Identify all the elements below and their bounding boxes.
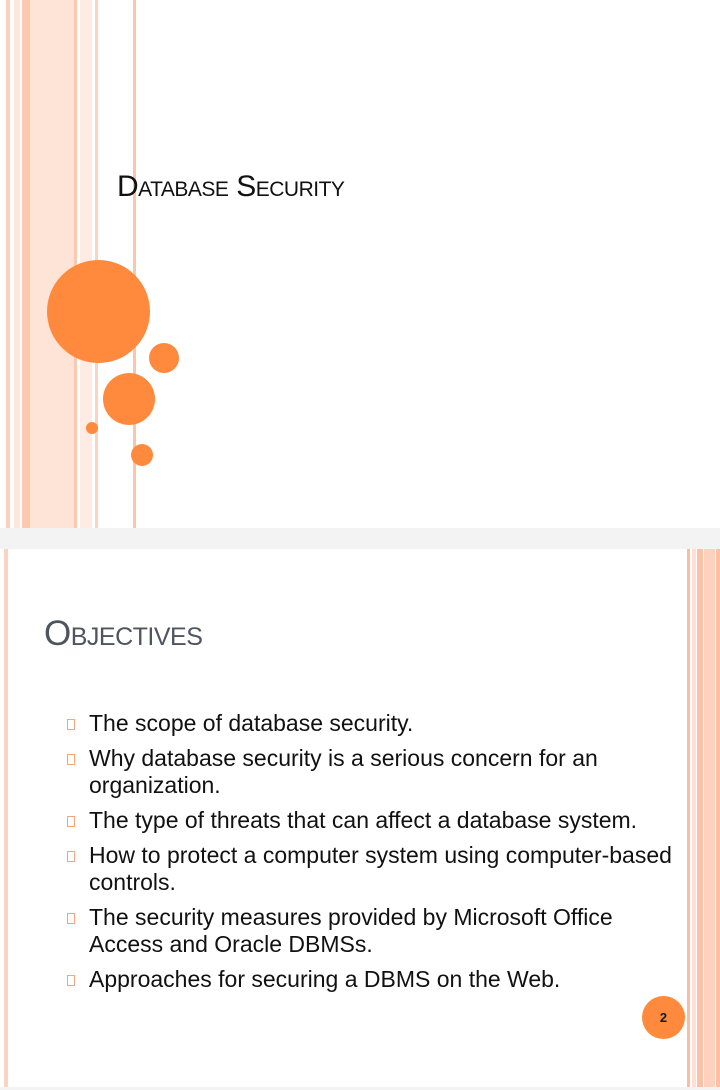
bullet-icon [67,816,75,827]
slide-title: Objectives [44,614,203,653]
decorative-stripe [4,549,8,1087]
decorative-circle [47,260,150,363]
decorative-stripe [704,549,715,1087]
bullet-icon [67,913,75,924]
list-item [60,966,680,993]
list-item [60,710,680,737]
bullet-icon [67,719,75,730]
decorative-circle [131,444,153,466]
list-item [60,745,680,799]
list-item [60,807,680,834]
decorative-stripe [6,0,10,528]
page-number-badge: 2 [642,996,685,1039]
list-item [60,904,680,958]
list-item [60,842,680,896]
list-item-text: Approaches for securing a DBMS on the Web. [89,966,561,992]
bullet-icon [67,851,75,862]
bullet-list [60,710,680,1001]
decorative-stripe [22,0,30,528]
list-item-text: The scope of database security. [89,710,414,736]
decorative-stripe [30,0,74,528]
list-item-text: The type of threats that can affect a database system. [89,807,638,833]
list-item-text: How to protect a computer system using computer-based controls. [89,842,672,895]
list-item-text: The security measures provided by Microsoft Office Access and Oracle DBMSs. [89,904,613,957]
decorative-circle [86,422,98,434]
decorative-stripe [692,549,696,1087]
bullet-icon [67,754,75,765]
decorative-circle [103,373,155,425]
decorative-stripe [687,549,690,1087]
list-item-text: Why database security is a serious concern for an organization. [89,745,598,798]
decorative-stripe [716,549,720,1087]
decorative-circle [149,343,179,373]
decorative-stripe [697,549,703,1087]
bullet-icon [67,975,75,986]
slide-title: Database Security [117,170,345,203]
slide-1 [0,0,720,528]
decorative-stripe [14,0,20,528]
